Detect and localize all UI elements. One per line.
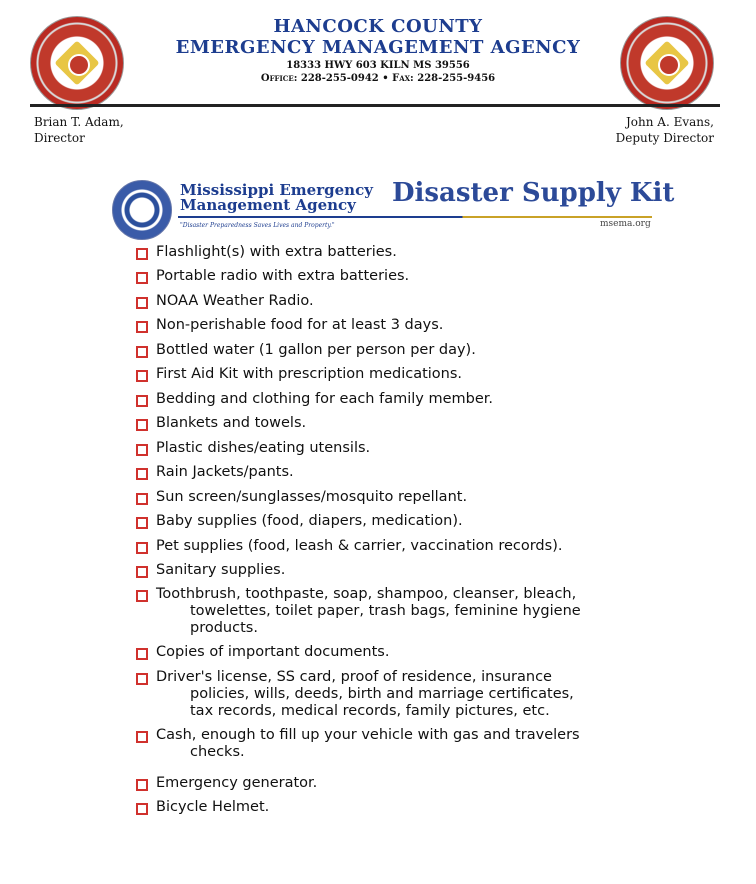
checklist-item [136,727,580,761]
checklist-item-text [156,513,463,530]
item-line: Toothbrush, toothpaste, soap, shampoo, cleanser, bleach, [156,586,577,602]
item-line: Bottled water (1 gallon per person per day). [156,342,476,358]
director-title: Director [34,131,85,145]
checklist-item [136,268,409,285]
mema-divider [178,216,652,218]
checklist-item-text [156,799,269,816]
item-line: Sanitary supplies. [156,562,286,578]
mema-tagline: "Disaster Preparedness Saves Lives and Property." [180,222,335,229]
item-line: Sun screen/sunglasses/mosquito repellant. [156,489,468,505]
checklist-item [136,669,574,720]
checklist-item-text [156,538,562,555]
agency-address: 18333 HWY 603 KILN MS 39556 [286,60,470,71]
item-line: Bicycle Helmet. [156,799,270,815]
checklist-item-text [156,489,467,506]
item-line: Flashlight(s) with extra batteries. [156,244,397,260]
item-line: Copies of important documents. [156,644,390,660]
checklist-item [136,293,314,310]
checkbox[interactable] [136,272,148,284]
checklist-item [136,644,389,661]
checkbox[interactable] [136,248,148,260]
checkbox[interactable] [136,731,148,743]
mema-name [180,183,373,213]
item-line: Cash, enough to fill up your vehicle with gas and travelers [156,727,580,743]
checklist-item-text [156,669,574,720]
checklist-item-text [156,268,409,285]
checkbox[interactable] [136,419,148,431]
checklist-item [136,775,317,792]
checklist-item [136,538,562,555]
checkbox[interactable] [136,648,148,660]
item-line: Bedding and clothing for each family member. [156,391,493,407]
director-block [34,114,124,146]
mema-name-line2: Management Agency [180,196,356,214]
checkbox[interactable] [136,493,148,505]
checkbox[interactable] [136,395,148,407]
checkbox[interactable] [136,517,148,529]
checklist-item-text [156,342,476,359]
hancock-county-seal-left [30,16,124,110]
item-line: First Aid Kit with prescription medications. [156,366,463,382]
county-name: HANCOCK COUNTY [273,16,483,37]
item-continuation-line: towelettes, toilet paper, trash bags, feminine hygiene [190,603,581,619]
item-line: Portable radio with extra batteries. [156,268,410,284]
item-line: Plastic dishes/eating utensils. [156,440,371,456]
checkbox[interactable] [136,566,148,578]
checklist-item-text [156,391,493,408]
checklist-item [136,489,467,506]
header-divider [30,104,720,107]
checkbox[interactable] [136,297,148,309]
checklist-item-text [156,366,462,383]
item-line: Non-perishable food for at least 3 days. [156,317,444,333]
checkbox[interactable] [136,590,148,602]
checklist-item [136,391,493,408]
checkbox[interactable] [136,444,148,456]
checklist-item-text [156,317,443,334]
checklist-item-text [156,586,581,637]
checklist-item [136,464,294,481]
checklist-item-text [156,775,317,792]
item-line: Pet supplies (food, leash & carrier, vaccination records). [156,538,563,554]
checklist-item [136,440,370,457]
checkbox[interactable] [136,542,148,554]
item-line: Blankets and towels. [156,415,307,431]
checkbox[interactable] [136,370,148,382]
hancock-county-seal-right [620,16,714,110]
checkbox[interactable] [136,468,148,480]
checklist-item-text [156,727,580,761]
checkbox[interactable] [136,321,148,333]
checklist-item [136,562,285,579]
checkbox[interactable] [136,779,148,791]
checklist-item-text [156,440,370,457]
checkbox[interactable] [136,673,148,685]
checklist-item-text [156,464,294,481]
item-continuation-line: policies, wills, deeds, birth and marriage certificates, [190,686,574,702]
checklist-item [136,317,443,334]
item-line: Rain Jackets/pants. [156,464,294,480]
checklist-item-text [156,415,306,432]
item-line: Emergency generator. [156,775,318,791]
checklist-item [136,415,306,432]
checklist-item-text [156,562,285,579]
item-continuation-line: products. [190,620,258,636]
deputy-director-block [616,114,714,146]
mema-seal [112,180,172,240]
checklist-item [136,366,462,383]
item-continuation-line: checks. [190,744,245,760]
mema-url: msema.org [600,219,651,229]
item-continuation-line: tax records, medical records, family pictures, etc. [190,703,550,719]
checklist-item-text [156,293,314,310]
item-line: Driver's license, SS card, proof of residence, insurance [156,669,552,685]
deputy-director-name: John A. Evans, [626,115,714,129]
item-line: Baby supplies (food, diapers, medication). [156,513,463,529]
item-line: NOAA Weather Radio. [156,293,314,309]
checklist-item [136,586,581,637]
deputy-director-title: Deputy Director [615,131,714,145]
kit-title: Disaster Supply Kit [392,178,675,208]
agency-name: EMERGENCY MANAGEMENT AGENCY [175,37,581,58]
checklist-item [136,244,397,261]
director-name: Brian T. Adam, [34,115,124,129]
checklist-item [136,799,269,816]
checkbox[interactable] [136,346,148,358]
checkbox[interactable] [136,803,148,815]
checklist-item [136,513,463,530]
checklist-item-text [156,644,389,661]
agency-contact: Office: 228-255-0942 • Fax: 228-255-9456 [260,73,496,84]
checklist-item-text [156,244,397,261]
mema-name-line1: Mississippi Emergency [180,181,373,199]
checklist-item [136,342,476,359]
